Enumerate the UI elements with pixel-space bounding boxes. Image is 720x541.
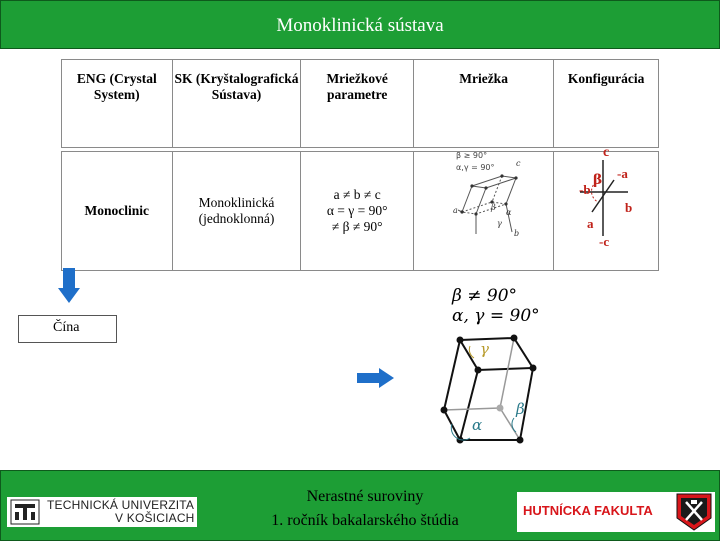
cina-label-box <box>18 315 117 343</box>
small-lattice-diagram <box>450 148 530 240</box>
cina-label: Čína <box>53 320 80 335</box>
header-sk: SK (Kryštalografická Sústava) <box>172 60 301 148</box>
config-label-beta: β <box>593 172 603 188</box>
faculty-name: HUTNÍCKA FAKULTA <box>523 503 653 518</box>
config-label-neg-c: -c <box>599 234 610 249</box>
config-label-b: b <box>625 200 633 215</box>
header-params: Mriežkové parametre <box>301 60 414 148</box>
small-note-alpha: α,γ = 90° <box>456 163 495 172</box>
param-line: α = γ = 90° <box>326 203 388 218</box>
table-row <box>62 152 659 271</box>
small-label-b: b <box>514 229 520 238</box>
big-label-alpha: α <box>472 416 483 434</box>
configuration-axes <box>570 146 640 250</box>
equation-alpha-gamma: α, γ = 90° <box>452 306 540 326</box>
small-label-gamma: γ <box>497 219 502 228</box>
big-label-gamma: γ <box>480 340 489 358</box>
small-label-c: c <box>516 159 521 168</box>
header-bar <box>0 0 720 49</box>
tuke-line1: TECHNICKÁ UNIVERZITA <box>47 498 195 512</box>
footer-year: 1. ročník bakalarského štúdia <box>271 512 459 529</box>
header-config: Konfigurácia <box>554 60 659 148</box>
config-label-a: a <box>587 216 594 231</box>
hidden-vertex <box>497 405 504 412</box>
big-label-beta: β <box>516 400 525 418</box>
config-label-neg-b: -b <box>579 182 591 197</box>
small-label-beta: β <box>491 203 496 212</box>
down-arrow-icon <box>58 268 80 304</box>
config-label-neg-a: -a <box>617 166 628 181</box>
cell-params <box>301 152 414 271</box>
page-title: Monoklinická sústava <box>276 15 444 36</box>
config-label-c: c <box>603 145 610 160</box>
header-lattice: Mriežka <box>413 60 553 148</box>
beta-arc-big <box>512 418 516 432</box>
faculty-logo <box>517 492 715 532</box>
param-line: a ≠ b ≠ c <box>333 187 381 202</box>
header-eng: ENG (Crystal System) <box>62 60 173 148</box>
small-label-alpha: α <box>506 208 512 217</box>
table-header-row <box>62 60 659 148</box>
monoclinic-cell-diagram <box>430 328 550 448</box>
faculty-emblem-icon <box>675 492 713 532</box>
footer-course: Nerastné suroviny <box>306 488 424 505</box>
cell-sk: Monoklinická (jednoklonná) <box>172 152 301 271</box>
small-label-a: a <box>453 206 458 215</box>
tuke-emblem-icon <box>11 500 39 524</box>
right-arrow-icon <box>357 368 395 388</box>
small-note-beta: β ≥ 90° <box>456 151 488 160</box>
tuke-logo <box>7 497 197 527</box>
equation-beta: β ≠ 90° <box>452 286 518 306</box>
tuke-line2: V KOŠICIACH <box>115 511 195 525</box>
cell-eng: Monoclinic <box>62 152 173 271</box>
param-line: ≠ β ≠ 90° <box>331 219 383 234</box>
